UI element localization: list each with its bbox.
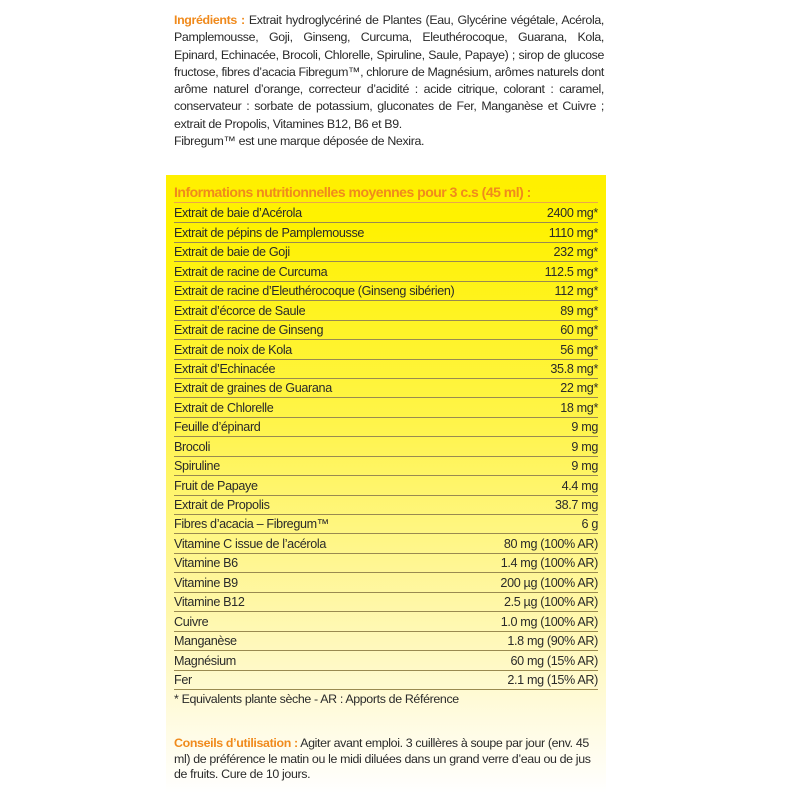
nutrition-row (174, 262, 598, 281)
nutrient-value: 1.4 mg (100% AR) (500, 556, 598, 571)
nutrient-value: 35.8 mg* (550, 361, 598, 376)
nutrition-footnote: * Equivalents plante sèche - AR : Apports de Référence (174, 692, 459, 706)
nutrient-value: 112.5 mg* (544, 264, 598, 279)
nutrient-value: 112 mg* (554, 284, 598, 299)
nutrition-row (174, 554, 598, 573)
nutrition-row (174, 321, 598, 340)
nutrient-name: Fruit de Papaye (174, 478, 258, 493)
nutrient-value: 89 mg* (560, 303, 598, 318)
usage-section (174, 736, 606, 783)
nutrition-table (174, 204, 598, 690)
nutrition-row (174, 632, 598, 651)
ingredients-text: Extrait hydroglycériné de Plantes (Eau, Glycérine végétale, Acérola, Pamplemousse, Goji, Ginseng, Curcuma, Eleuthérocoque, Guarana, Kola, Epinard, Echinacée, Brocoli, Chlorelle, Spiruline, Saule, Papaye) ; sirop de glucose fructose, fibres d’acacia Fibregum™, chlorure de Magnésium, arômes naturels dont arôme naturel d’orange, correcteur d’acidité : acide citrique, colorant : caramel, conservateur : sorbate de potassium, gluconates de Fer, Manganèse et Cuivre ; extrait de Propolis, Vitamines B12, B6 et B9. (174, 13, 604, 131)
nutrition-panel (166, 175, 606, 793)
nutrient-name: Extrait de Chlorelle (174, 400, 274, 415)
nutrient-name: Brocoli (174, 439, 211, 454)
nutrition-row (174, 515, 598, 534)
nutrition-row (174, 593, 598, 612)
nutrient-name: Extrait de racine d’Eleuthérocoque (Ginseng sibérien) (174, 284, 455, 299)
nutrient-name: Spiruline (174, 459, 220, 474)
nutrient-value: 18 mg* (560, 400, 598, 415)
usage-text: Agiter avant emploi. 3 cuillères à soupe par jour (env. 45 ml) de préférence le matin ou le midi diluées dans un grand verre d’eau ou de jus de fruits. Cure de 10 jours. (174, 736, 591, 781)
nutrition-row (174, 379, 598, 398)
nutrient-name: Extrait de pépins de Pamplemousse (174, 225, 365, 240)
nutrition-row (174, 360, 598, 379)
nutrient-value: 4.4 mg (561, 478, 598, 493)
nutrient-name: Extrait d’Echinacée (174, 361, 276, 376)
nutrient-name: Extrait de baie d’Acérola (174, 206, 302, 221)
nutrition-row (174, 612, 598, 631)
nutrient-value: 200 µg (100% AR) (500, 575, 598, 590)
nutrient-name: Vitamine B9 (174, 575, 238, 590)
nutrition-row (174, 204, 598, 223)
nutrient-name: Manganèse (174, 634, 237, 649)
nutrient-value: 9 mg (571, 420, 598, 435)
nutrition-row (174, 418, 598, 437)
nutrition-row (174, 340, 598, 359)
nutrition-row (174, 282, 598, 301)
nutrient-name: Cuivre (174, 614, 209, 629)
nutrient-value: 56 mg* (560, 342, 598, 357)
nutrient-value: 2.1 mg (15% AR) (507, 672, 598, 687)
nutrient-value: 1110 mg* (548, 225, 598, 240)
nutrition-row (174, 437, 598, 456)
nutrient-value: 9 mg (571, 459, 598, 474)
nutrient-name: Feuille d’épinard (174, 420, 261, 435)
nutrition-row (174, 496, 598, 515)
nutrition-row (174, 457, 598, 476)
nutrition-row (174, 223, 598, 242)
nutrient-name: Extrait de Propolis (174, 498, 270, 512)
nutrient-value: 1.0 mg (100% AR) (500, 614, 598, 629)
nutrition-row (174, 476, 598, 495)
nutrition-row (174, 243, 598, 262)
nutrient-name: Extrait de noix de Kola (174, 342, 292, 357)
nutrient-value: 60 mg* (560, 323, 598, 338)
nutrition-row (174, 534, 598, 553)
nutrient-name: Extrait de racine de Curcuma (174, 264, 328, 279)
nutrient-value: 232 mg* (553, 245, 598, 260)
nutrient-value: 22 mg* (560, 381, 598, 396)
ingredients-label: Ingrédients : (174, 13, 245, 27)
nutrient-name: Extrait de baie de Goji (174, 245, 290, 260)
nutrient-value: 1.8 mg (90% AR) (507, 634, 598, 649)
nutrient-name: Vitamine B6 (174, 556, 238, 571)
nutrient-value: 38.7 mg (554, 498, 598, 512)
nutrient-name: Vitamine C issue de l’acérola (174, 536, 327, 551)
nutrition-row (174, 398, 598, 417)
nutrition-title: Informations nutritionnelles moyennes pour 3 c.s (45 ml) : (174, 184, 598, 203)
nutrient-name: Fer (174, 672, 192, 687)
nutrient-name: Extrait d’écorce de Saule (174, 303, 306, 318)
usage-label: Conseils d’utilisation : (174, 736, 298, 750)
trademark-note: Fibregum™ est une marque déposée de Nexira. (174, 134, 425, 149)
nutrient-name: Fibres d’acacia – Fibregum™ (174, 517, 330, 532)
nutrient-name: Extrait de graines de Guarana (174, 381, 332, 396)
nutrient-value: 6 g (581, 517, 598, 532)
nutrient-name: Magnésium (174, 653, 236, 668)
nutrient-name: Extrait de racine de Ginseng (174, 323, 324, 338)
ingredients-section (174, 12, 604, 150)
nutrient-name: Vitamine B12 (174, 595, 245, 610)
nutrient-value: 2400 mg* (546, 206, 598, 221)
nutrition-row (174, 671, 598, 690)
nutrition-row (174, 573, 598, 592)
nutrient-value: 9 mg (571, 439, 598, 454)
nutrient-value: 2.5 µg (100% AR) (503, 595, 598, 610)
nutrition-row (174, 651, 598, 670)
nutrition-row (174, 301, 598, 320)
nutrient-value: 80 mg (100% AR) (503, 536, 598, 551)
nutrient-value: 60 mg (15% AR) (510, 653, 598, 668)
